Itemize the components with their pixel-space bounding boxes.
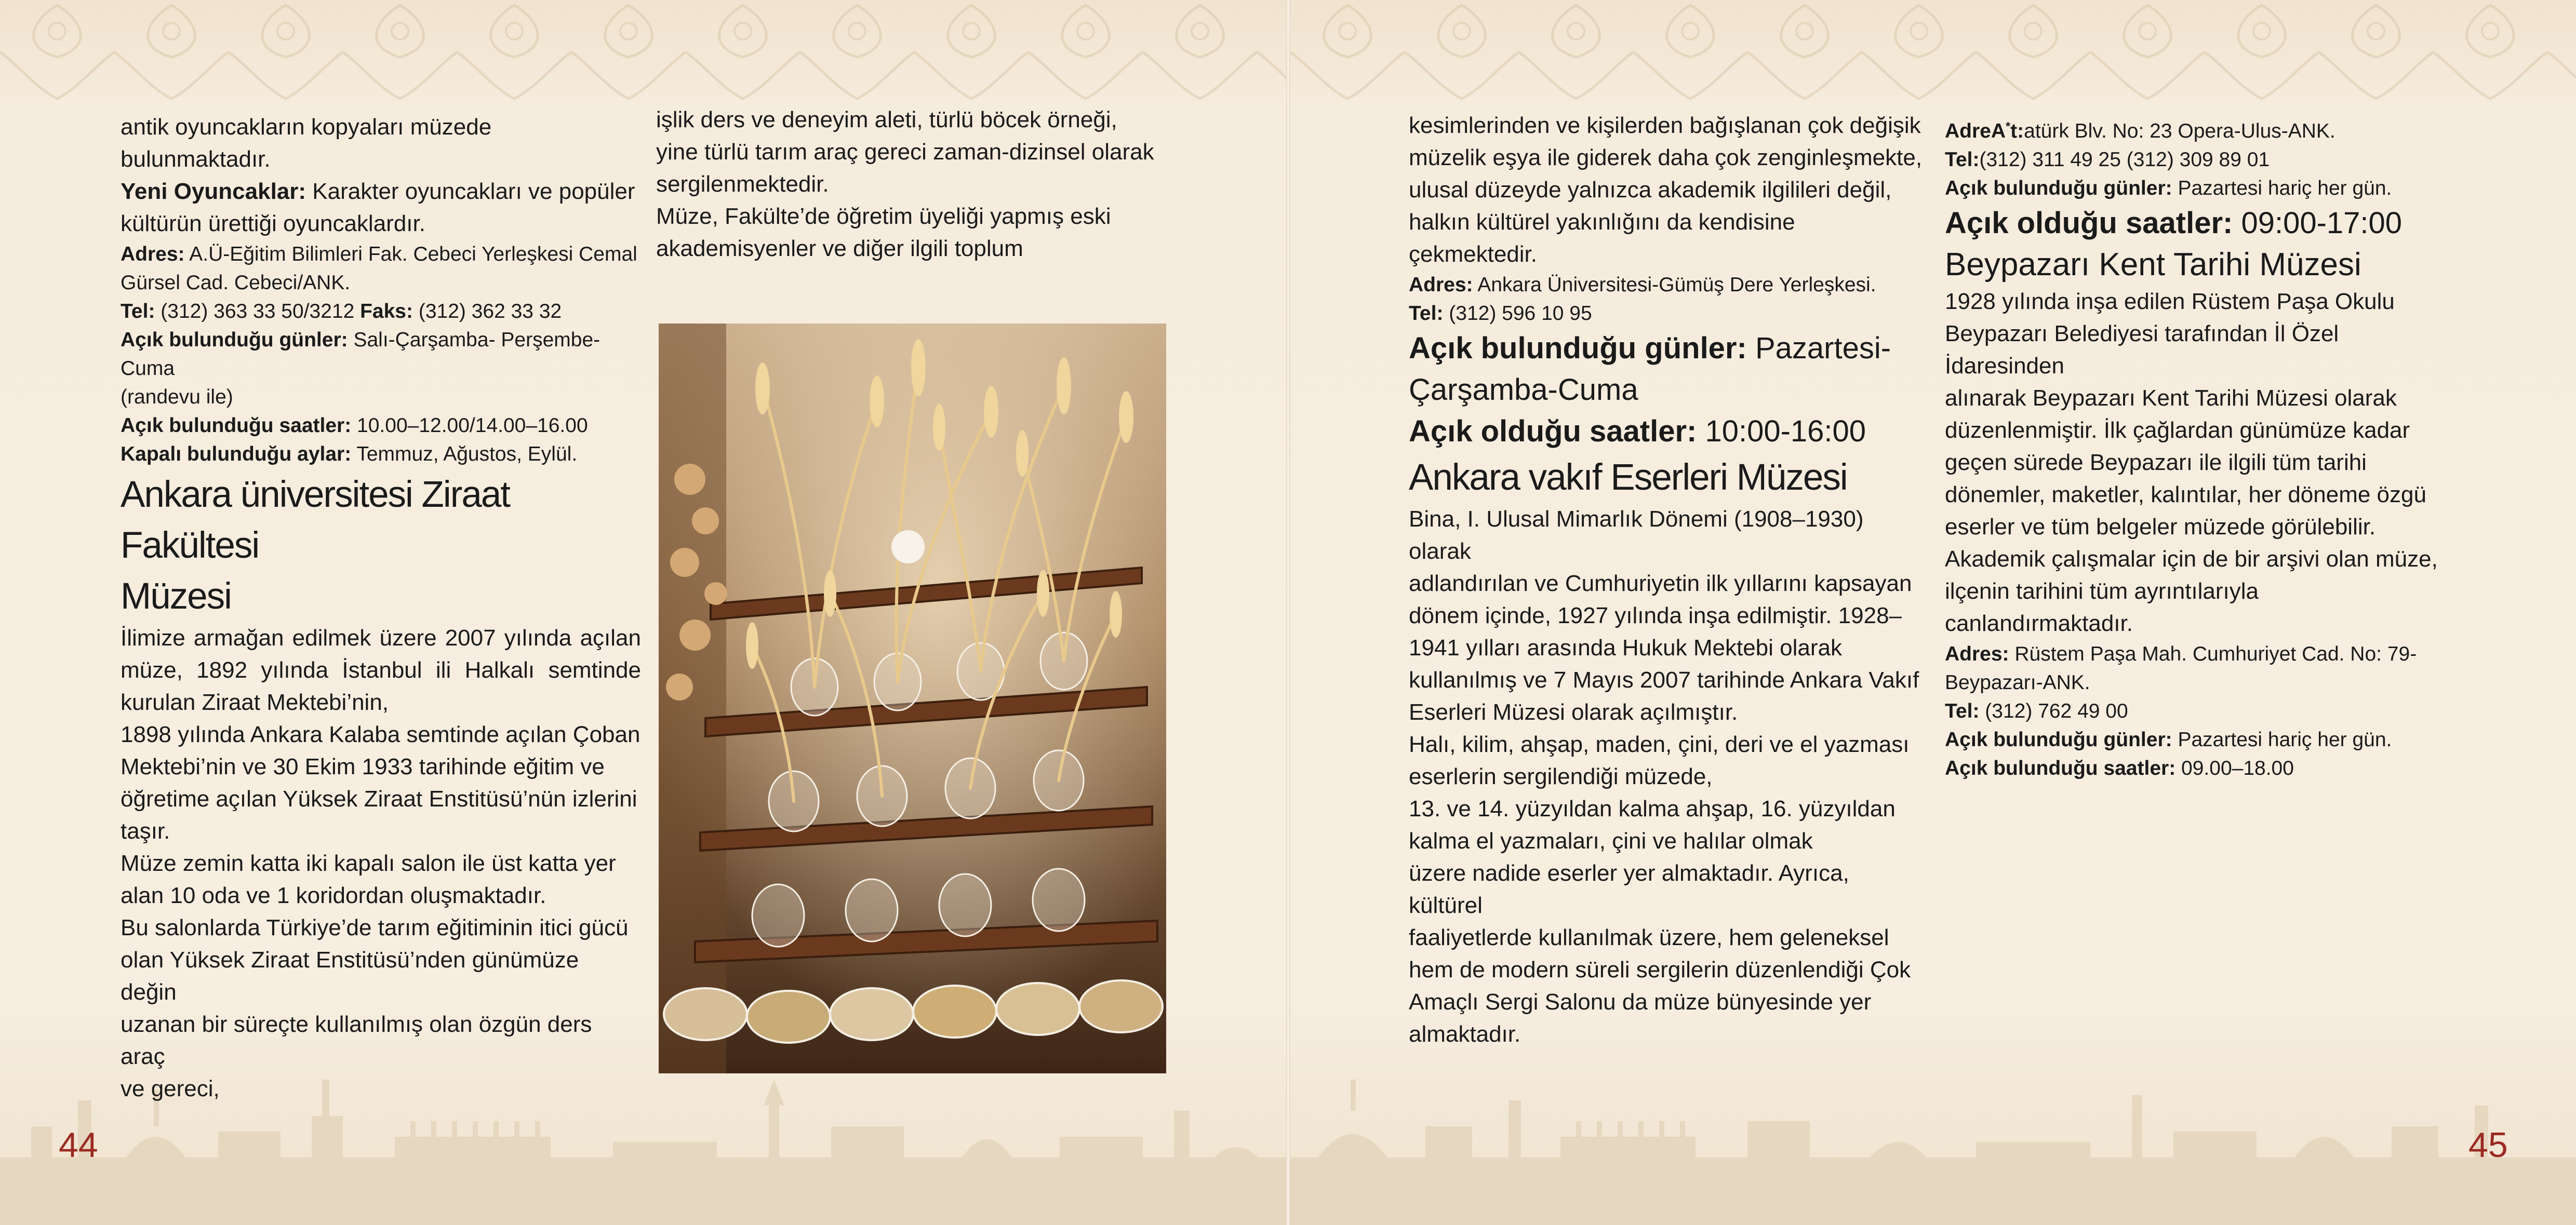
new-toys-line2: kültürün ürettiği oyuncaklardır. (121, 211, 425, 236)
body-line: uzanan bir süreçte kullanılmış olan özgün ders araç (121, 1012, 592, 1069)
intro-line: bulunmaktadır. (121, 146, 271, 172)
address-line (1409, 271, 1923, 299)
body-line: kurulan Ziraat Mektebi’nin, (121, 690, 389, 715)
body-line: düzenlenmiştir. İlk çağlardan günümüze kadar (1945, 418, 2410, 443)
body-line: ilçenin tarihini tüm ayrıntılarıyla (1945, 578, 2259, 604)
tel-line (1409, 299, 1923, 328)
tel-label: Tel: (1945, 700, 1980, 722)
body-line: almaktadır. (1409, 1021, 1521, 1047)
museum-title: Ankara üniversitesi Ziraat Fakültesi (121, 474, 510, 566)
body-line-justified: İlimize armağan edilmek üzere 2007 yılında açılan (121, 625, 641, 651)
new-toys-paragraph (121, 176, 641, 208)
open-hours-line (1409, 411, 1923, 452)
museum-title: Beypazarı Kent Tarihi Müzesi (1945, 247, 2361, 282)
fax-text: (312) 362 33 32 (413, 300, 562, 322)
tel-text: (312) 311 49 25 (312) 309 89 01 (1979, 149, 2270, 171)
body-line: dönemler, maketler, kalıntılar, her döneme özgü (1945, 482, 2426, 507)
body-line: akademisyenler ve diğer ilgili toplum (656, 236, 1023, 261)
body-line: 13. ve 14. yüzyıldan kalma ahşap, 16. yüzyıldan (1409, 796, 1896, 822)
body-line: Bu salonlarda Türkiye’de tarım eğitiminin itici gücü (121, 915, 629, 940)
body-line: Eserleri Müzesi olarak açılmıştır. (1409, 699, 1738, 725)
tel-text: (312) 596 10 95 (1443, 302, 1592, 325)
body-line: eserler ve tüm belgeler müzede görülebilir. (1945, 514, 2376, 540)
body-line: olan Yüksek Ziraat Enstitüsü’nden günümüze değin (121, 947, 579, 1005)
body-line: adlandırılan ve Cumhuriyetin ilk yıllarını kapsayan (1409, 571, 1912, 596)
museum-title: Ankara vakıf Eserleri Müzesi (1409, 457, 1847, 498)
right-page-column-1 (1409, 110, 1923, 1051)
body-line: öğretime açılan Yüksek Ziraat Enstitüsü’nün izlerini (121, 786, 637, 812)
body-line: dönem içinde, 1927 yılında inşa edilmiştir. 1928– (1409, 603, 1902, 628)
open-days-label: Açık bulunduğu günler: (1945, 177, 2172, 199)
open-hours-text: 09.00–18.00 (2175, 757, 2294, 779)
city-skyline-silhouette (1290, 1069, 2576, 1225)
museum-info-block (1409, 271, 1923, 328)
address-label-2: t: (2010, 120, 2024, 142)
body-line: 1928 yılında inşa edilen Rüstem Paşa Okulu (1945, 289, 2395, 314)
address-superscript: * (2006, 119, 2011, 133)
museum-title-line2: Müzesi (121, 576, 231, 617)
fax-label: Faks: (360, 300, 413, 322)
body-line: yine türlü tarım araç gereci zaman-dizinsel olarak (656, 139, 1154, 165)
open-hours-line (1945, 203, 2464, 244)
open-days-line (121, 326, 641, 383)
address-text: Ankara Üniversitesi-Gümüş Dere Yerleşkesi. (1473, 274, 1876, 296)
tel-label: Tel: (1409, 302, 1444, 325)
intro-line: antik oyuncakların kopyaları müzede (121, 114, 492, 140)
body-line: müzelik eşya ile giderek daha çok zenginleşmekte, (1409, 145, 1923, 170)
address-line (1945, 640, 2464, 668)
closed-months-line (121, 440, 641, 468)
open-days-text: Pazartesi hariç her gün. (2172, 729, 2392, 751)
tel-fax-line (121, 297, 641, 326)
address-line (1945, 112, 2464, 145)
open-hours-text: 09:00-17:00 (2233, 206, 2403, 240)
ornamental-header-pattern (0, 0, 1286, 104)
body-line: eserlerin sergilendiği müzede, (1409, 764, 1713, 789)
museum-info-block (121, 240, 641, 468)
body-line: Amaçlı Sergi Salonu da müze bünyesinde yer (1409, 989, 1872, 1015)
address-line2: Gürsel Cad. Cebeci/ANK. (121, 272, 351, 294)
body-line: Halı, kilim, ahşap, maden, çini, deri ve el yazması (1409, 732, 1910, 757)
new-toys-text: Karakter oyuncakları ve popüler (306, 179, 635, 204)
open-days-line (1945, 725, 2464, 754)
body-line: alınarak Beypazarı Kent Tarihi Müzesi olarak (1945, 385, 2397, 411)
closed-months-text: Temmuz, Ağustos, Eylül. (351, 443, 578, 465)
tel-text: (312) 762 49 00 (1979, 700, 2128, 722)
wheat-specimens-photo (659, 324, 1166, 1073)
body-line: Mektebi’nin ve 30 Ekim 1933 tarihinde eğitim ve (121, 754, 605, 779)
body-line: kullanılmış ve 7 Mayıs 2007 tarihinde Ankara Vakıf (1409, 667, 1919, 693)
open-hours-label: Açık bulunduğu saatler: (1945, 757, 2176, 779)
body-line: alan 10 oda ve 1 koridordan oluşmaktadır. (121, 883, 546, 908)
body-line: halkın kültürel yakınlığını da kendisine çekmektedir. (1409, 209, 1795, 267)
body-line: işlik ders ve deneyim aleti, türlü böcek örneği, (656, 107, 1117, 132)
body-line-justified: müze, 1892 yılında İstanbul ili Halkalı semtinde (121, 657, 641, 683)
page-number-right: 45 (2468, 1125, 2508, 1165)
body-line: Akademik çalışmalar için de bir arşivi olan müze, (1945, 546, 2438, 572)
address-text: Rüstem Paşa Mah. Cumhuriyet Cad. No: 79- (2009, 643, 2417, 665)
body-line: Bina, I. Ulusal Mimarlık Dönemi (1908–1930) olarak (1409, 506, 1864, 564)
open-days-text: Pazartesi- (1746, 331, 1891, 365)
tel-label: Tel: (1945, 149, 1980, 171)
book-spine (1286, 0, 1290, 1225)
body-line: canlandırmaktadır. (1945, 611, 2133, 636)
open-days-label: Açık bulunduğu günler: (1409, 331, 1747, 365)
address-label: Adres: (1409, 274, 1473, 296)
tel-label: Tel: (121, 300, 155, 322)
open-days-line (1409, 328, 1923, 369)
open-hours-line (121, 411, 641, 440)
right-page-column-2 (1945, 112, 2464, 783)
open-hours-line (1945, 754, 2464, 783)
open-days-text: Salı-Çarşamba- Perşembe- Cuma (121, 329, 600, 380)
left-page-column-1 (121, 111, 641, 1105)
address-text: atürk Blv. No: 23 Opera-Ulus-ANK. (2024, 120, 2335, 142)
body-line: sergilenmektedir. (656, 171, 829, 197)
new-toys-label: Yeni Oyuncaklar: (121, 179, 306, 204)
open-days-line2: (randevu ile) (121, 386, 233, 408)
body-line: 1898 yılında Ankara Kalaba semtinde açılan Çoban (121, 722, 640, 747)
open-days-label: Açık bulunduğu günler: (1945, 729, 2172, 751)
tel-line (1945, 145, 2464, 174)
museum-info-block (1945, 640, 2464, 783)
body-line: 1941 yılları arasında Hukuk Mektebi olarak (1409, 635, 1842, 661)
museum-exhibit-image (659, 324, 1166, 1073)
body-line: hem de modern süreli sergilerin düzenlendiği Çok (1409, 957, 1911, 982)
body-line: geçen sürede Beypazarı ile ilgili tüm tarihi (1945, 450, 2367, 475)
open-hours-label: Açık olduğu saatler: (1409, 414, 1697, 448)
museum-info-block (1945, 112, 2464, 203)
body-line: ulusal düzeyde yalnızca akademik ilgilileri değil, (1409, 177, 1892, 203)
body-line: faaliyetlerde kullanılmak üzere, hem geleneksel (1409, 925, 1889, 950)
body-line: Müze zemin katta iki kapalı salon ile üst katta yer (121, 851, 616, 876)
open-days-line2: Çarşamba-Cuma (1409, 373, 1638, 407)
address-line2: Beypazarı-ANK. (1945, 671, 2090, 694)
open-hours-label: Açık bulunduğu saatler: (121, 414, 352, 437)
closed-months-label: Kapalı bulunduğu aylar: (121, 443, 352, 465)
tel-line (1945, 697, 2464, 725)
ornamental-header-pattern (1290, 0, 2576, 104)
left-page-column-2 (656, 104, 1176, 265)
page-number-left: 44 (59, 1125, 98, 1165)
open-hours-text: 10.00–12.00/14.00–16.00 (351, 414, 588, 437)
address-label: Adres: (121, 243, 185, 265)
tel-text: (312) 363 33 50/3212 (155, 300, 361, 322)
body-line: kesimlerinden ve kişilerden bağışlanan çok değişik (1409, 113, 1921, 138)
body-line: kalma el yazmaları, çini ve halılar olmak (1409, 828, 1813, 854)
body-line: Beypazarı Belediyesi tarafından İl Özel İdaresinden (1945, 321, 2339, 379)
body-line: taşır. (121, 818, 170, 844)
open-days-label: Açık bulunduğu günler: (121, 329, 348, 351)
open-hours-label: Açık olduğu saatler: (1945, 206, 2233, 240)
open-days-text: Pazartesi hariç her gün. (2172, 177, 2392, 199)
body-line: üzere nadide eserler yer almaktadır. Ayrıca, kültürel (1409, 860, 1849, 918)
address-label: Adres: (1945, 643, 2009, 665)
address-label: AdreA (1945, 120, 2006, 142)
open-hours-text: 10:00-16:00 (1697, 414, 1866, 448)
open-days-line (1945, 174, 2464, 203)
address-line (121, 240, 641, 268)
body-line: Müze, Fakülte’de öğretim üyeliği yapmış eski (656, 204, 1111, 229)
address-text: A.Ü-Eğitim Bilimleri Fak. Cebeci Yerleşkesi Cemal (184, 243, 637, 265)
body-line: ve gereci, (121, 1076, 220, 1101)
